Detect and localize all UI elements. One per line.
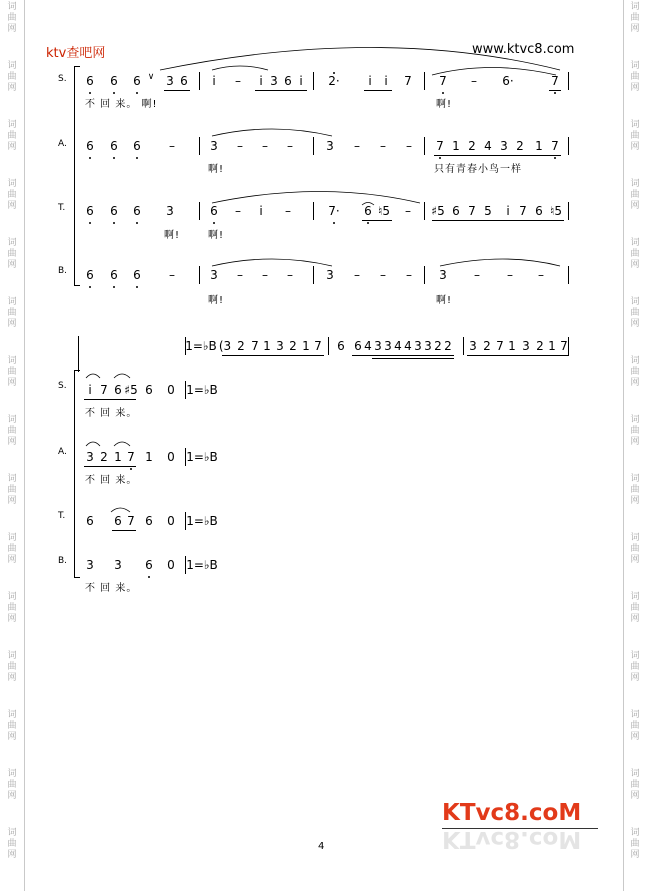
underline xyxy=(364,90,392,91)
note: 6 xyxy=(114,383,122,397)
note: 7 xyxy=(551,74,559,88)
underline xyxy=(255,90,307,91)
key-change: 1=♭B xyxy=(186,514,218,528)
underline xyxy=(84,466,136,467)
underline xyxy=(362,220,392,221)
dash: – xyxy=(380,268,386,282)
slur-arcs-2 xyxy=(0,360,645,560)
soprano-lyric: 不 回 来。 xyxy=(85,408,138,419)
note: 6 xyxy=(86,74,94,88)
note: 7 xyxy=(127,514,135,528)
note: 4 xyxy=(404,339,412,353)
logo-rest: Tvc8.coM xyxy=(459,800,582,826)
watermark-text: 词 曲 网 xyxy=(7,415,17,447)
note: 6 xyxy=(110,139,118,153)
tenor-lyric: 啊! xyxy=(164,230,181,241)
note: 3 xyxy=(374,339,382,353)
barline xyxy=(313,266,314,284)
underline xyxy=(164,90,190,91)
note: 6 xyxy=(284,74,292,88)
note: 3 xyxy=(210,139,218,153)
watermark-text: 词 曲 网 xyxy=(7,592,17,624)
note: 3 xyxy=(276,339,284,353)
note: 3 xyxy=(166,74,174,88)
low-dot xyxy=(89,157,91,159)
ktvc8-logo-reflection xyxy=(442,826,581,852)
low-dot xyxy=(554,157,556,159)
note: i xyxy=(259,204,263,218)
high-dot xyxy=(333,72,335,74)
low-dot xyxy=(113,157,115,159)
note: 1 xyxy=(114,450,122,464)
note: 6 xyxy=(133,74,141,88)
barline xyxy=(313,137,314,155)
low-dot xyxy=(136,157,138,159)
logo-rest-reflection: Tvc8.coM xyxy=(459,826,582,852)
barline xyxy=(199,266,200,284)
dash: – xyxy=(237,268,243,282)
underline xyxy=(549,90,561,91)
note: i xyxy=(88,383,92,397)
watermark-text: 词 曲 网 xyxy=(7,651,17,683)
note: 2· xyxy=(328,74,340,88)
note: 7· xyxy=(328,204,340,218)
alto-lyric: 啊! xyxy=(208,164,225,175)
note: 7 xyxy=(439,74,447,88)
note: 6· xyxy=(502,74,514,88)
note: 6 xyxy=(210,204,218,218)
note: 1 xyxy=(508,339,516,353)
note: ♯5 xyxy=(431,204,445,218)
note: 6 xyxy=(110,74,118,88)
barline xyxy=(199,72,200,90)
low-dot xyxy=(136,92,138,94)
note: 0 xyxy=(167,383,175,397)
note: 6 xyxy=(535,204,543,218)
underline xyxy=(112,530,136,531)
page-number: 4 xyxy=(318,841,325,852)
soprano-lyric: 啊! xyxy=(436,99,453,110)
note: 3 xyxy=(469,339,477,353)
note: 7 xyxy=(251,339,259,353)
dash: – xyxy=(406,139,412,153)
low-dot xyxy=(554,92,556,94)
dash: – xyxy=(287,268,293,282)
slur-arcs xyxy=(0,0,645,300)
barline xyxy=(568,337,569,355)
low-dot xyxy=(89,222,91,224)
soprano-lyric: 不 回 来。 啊! xyxy=(85,99,158,110)
watermark-text: 词 曲 网 xyxy=(630,238,640,270)
note: (3 xyxy=(218,339,232,353)
note: 3 xyxy=(414,339,422,353)
low-dot xyxy=(136,286,138,288)
note: 2 xyxy=(516,139,524,153)
dash: – xyxy=(471,74,477,88)
alto-lyric: 只有青春小鸟一样 xyxy=(434,164,522,175)
note: 6 xyxy=(452,204,460,218)
watermark-text: 词 曲 网 xyxy=(7,356,17,388)
barline xyxy=(328,337,329,355)
low-dot xyxy=(113,222,115,224)
note: 3 xyxy=(439,268,447,282)
note: 3 xyxy=(326,139,334,153)
low-dot xyxy=(130,468,132,470)
note: 6 xyxy=(133,139,141,153)
note: 2 xyxy=(536,339,544,353)
ktvc8-logo xyxy=(442,800,581,826)
watermark-text: 词 曲 网 xyxy=(630,592,640,624)
note: 6 xyxy=(110,204,118,218)
note: 7 xyxy=(468,204,476,218)
watermark-text: 词 曲 网 xyxy=(630,61,640,93)
tenor-lyric: 啊! xyxy=(208,230,225,241)
watermark-text: 词 曲 网 xyxy=(7,533,17,565)
watermark-text: 词 曲 网 xyxy=(630,179,640,211)
dash: – xyxy=(287,139,293,153)
low-dot xyxy=(333,222,335,224)
watermark-text: 词 曲 网 xyxy=(630,710,640,742)
watermark-text: 词 曲 网 xyxy=(630,651,640,683)
note: 2 xyxy=(444,339,452,353)
tenor-label: T. xyxy=(58,203,66,213)
watermark-text: 词 曲 网 xyxy=(630,474,640,506)
note: 4 xyxy=(394,339,402,353)
watermark-text: 词 曲 网 xyxy=(7,474,17,506)
note: ♯5 xyxy=(124,383,138,397)
note: 6 xyxy=(145,514,153,528)
low-dot xyxy=(367,222,369,224)
dash: – xyxy=(507,268,513,282)
note: 6 xyxy=(145,558,153,572)
note: 7 xyxy=(496,339,504,353)
barline xyxy=(313,202,314,220)
note: 2 xyxy=(468,139,476,153)
barline xyxy=(463,337,464,355)
dash: – xyxy=(235,74,241,88)
dash: – xyxy=(262,139,268,153)
low-dot xyxy=(113,92,115,94)
note: i xyxy=(259,74,263,88)
note: 3 xyxy=(522,339,530,353)
dash: – xyxy=(380,139,386,153)
underline xyxy=(432,220,564,221)
watermark-text: 词 曲 网 xyxy=(630,297,640,329)
dash: – xyxy=(538,268,544,282)
low-dot xyxy=(89,286,91,288)
tenor-label: T. xyxy=(58,511,66,521)
underline xyxy=(372,358,454,359)
note: 7 xyxy=(100,383,108,397)
note: 7 xyxy=(551,139,559,153)
note: 6 xyxy=(86,204,94,218)
key-change: 1=♭B xyxy=(186,558,218,572)
note: 1 xyxy=(535,139,543,153)
note: 6 xyxy=(364,204,372,218)
bass-label: B. xyxy=(58,266,68,276)
logo-k-reflection: K xyxy=(442,826,460,852)
low-dot xyxy=(148,576,150,578)
note: 6 xyxy=(86,139,94,153)
underline xyxy=(222,355,324,356)
watermark-text: 词 曲 网 xyxy=(630,533,640,565)
note: 3 xyxy=(500,139,508,153)
watermark-text: 词 曲 网 xyxy=(7,828,17,860)
note: i xyxy=(212,74,216,88)
note: 6 xyxy=(133,268,141,282)
note: ♮5 xyxy=(378,204,390,218)
note: 7 xyxy=(436,139,444,153)
dash: – xyxy=(262,268,268,282)
barline xyxy=(568,72,569,90)
watermark-text: 词 曲 网 xyxy=(7,179,17,211)
soprano-label: S. xyxy=(58,74,67,84)
barline xyxy=(313,72,314,90)
bass-lyric: 啊! xyxy=(436,295,453,306)
alto-label: A. xyxy=(58,139,67,149)
note: 6 xyxy=(114,514,122,528)
dash: – xyxy=(169,268,175,282)
key-change: 1=♭B xyxy=(186,450,218,464)
note: 2 xyxy=(237,339,245,353)
dash: – xyxy=(354,139,360,153)
low-dot xyxy=(136,222,138,224)
soprano-label: S. xyxy=(58,381,67,391)
watermark-text: 词 曲 网 xyxy=(7,120,17,152)
watermark-text: 词 曲 网 xyxy=(7,710,17,742)
bass-lyric: 不 回 来。 xyxy=(85,583,138,594)
note: i xyxy=(384,74,388,88)
watermark-text: 词 曲 网 xyxy=(7,297,17,329)
bass-lyric: 啊! xyxy=(208,295,225,306)
alto-lyric: 不 回 来。 xyxy=(85,475,138,486)
watermark-text: 词 曲 网 xyxy=(7,238,17,270)
low-dot xyxy=(442,92,444,94)
note: 0 xyxy=(167,558,175,572)
note: 6 xyxy=(110,268,118,282)
underline xyxy=(352,355,454,356)
watermark-text: 词 曲 网 xyxy=(630,120,640,152)
barline xyxy=(568,202,569,220)
watermark-text: 词 曲 网 xyxy=(630,769,640,801)
dash: – xyxy=(285,204,291,218)
dash: – xyxy=(235,204,241,218)
note: 1 xyxy=(263,339,271,353)
note: 3 xyxy=(424,339,432,353)
note: i xyxy=(506,204,510,218)
note: i xyxy=(299,74,303,88)
note: 4 xyxy=(484,139,492,153)
note: 6 xyxy=(337,339,345,353)
note: 6 xyxy=(180,74,188,88)
note: 6 xyxy=(145,383,153,397)
note: 3 xyxy=(326,268,334,282)
underline xyxy=(84,399,136,400)
note: 7 xyxy=(560,339,568,353)
note: 2 xyxy=(289,339,297,353)
note: 3 xyxy=(210,268,218,282)
low-dot xyxy=(113,286,115,288)
note: 0 xyxy=(167,450,175,464)
barline xyxy=(424,137,425,155)
note: 6 xyxy=(354,339,362,353)
watermark-text: 词 曲 网 xyxy=(630,415,640,447)
note: 1 xyxy=(548,339,556,353)
key-change: 1=♭B xyxy=(186,383,218,397)
bracket-bottom xyxy=(74,577,80,578)
barline xyxy=(568,266,569,284)
note: 3 xyxy=(114,558,122,572)
note: 1 xyxy=(302,339,310,353)
dash: – xyxy=(354,268,360,282)
note: 1 xyxy=(452,139,460,153)
note: 3 xyxy=(384,339,392,353)
dash: – xyxy=(474,268,480,282)
note: 7 xyxy=(519,204,527,218)
note: 7 xyxy=(127,450,135,464)
barline xyxy=(199,137,200,155)
watermark-text: 词 曲 网 xyxy=(7,769,17,801)
note: 7 xyxy=(314,339,322,353)
note: 0 xyxy=(167,514,175,528)
watermark-text: 词 曲 网 xyxy=(630,2,640,34)
note: 3 xyxy=(86,450,94,464)
dash: – xyxy=(405,204,411,218)
watermark-text: 词 曲 网 xyxy=(630,356,640,388)
note: 7 xyxy=(404,74,412,88)
breath-mark: ∨ xyxy=(147,72,155,82)
note: 2 xyxy=(434,339,442,353)
barline xyxy=(424,202,425,220)
logo-k: K xyxy=(442,800,460,826)
low-dot xyxy=(89,92,91,94)
note: 1 xyxy=(145,450,153,464)
bass-label: B. xyxy=(58,556,68,566)
barline xyxy=(424,266,425,284)
site-name: ktv查吧网 xyxy=(46,46,106,61)
note: 3 xyxy=(166,204,174,218)
site-url: www.ktvc8.com xyxy=(472,42,575,57)
watermark-text: 词 曲 网 xyxy=(630,828,640,860)
watermark-text: 词 曲 网 xyxy=(7,2,17,34)
underline xyxy=(467,355,569,356)
note: 2 xyxy=(483,339,491,353)
dash: – xyxy=(169,139,175,153)
underline xyxy=(434,155,561,156)
note: 3 xyxy=(270,74,278,88)
low-dot xyxy=(439,157,441,159)
barline xyxy=(568,137,569,155)
note: 4 xyxy=(364,339,372,353)
note: 6 xyxy=(133,204,141,218)
note: 3 xyxy=(86,558,94,572)
note: i xyxy=(368,74,372,88)
low-dot xyxy=(213,222,215,224)
note: 2 xyxy=(100,450,108,464)
barline xyxy=(199,202,200,220)
alto-label: A. xyxy=(58,447,67,457)
watermark-text: 词 曲 网 xyxy=(7,61,17,93)
dash: – xyxy=(237,139,243,153)
barline xyxy=(424,72,425,90)
dash: – xyxy=(406,268,412,282)
note: 6 xyxy=(86,268,94,282)
note: ♮5 xyxy=(550,204,562,218)
key-signature: 1=♭B xyxy=(185,339,217,353)
note: 5 xyxy=(484,204,492,218)
note: 6 xyxy=(86,514,94,528)
